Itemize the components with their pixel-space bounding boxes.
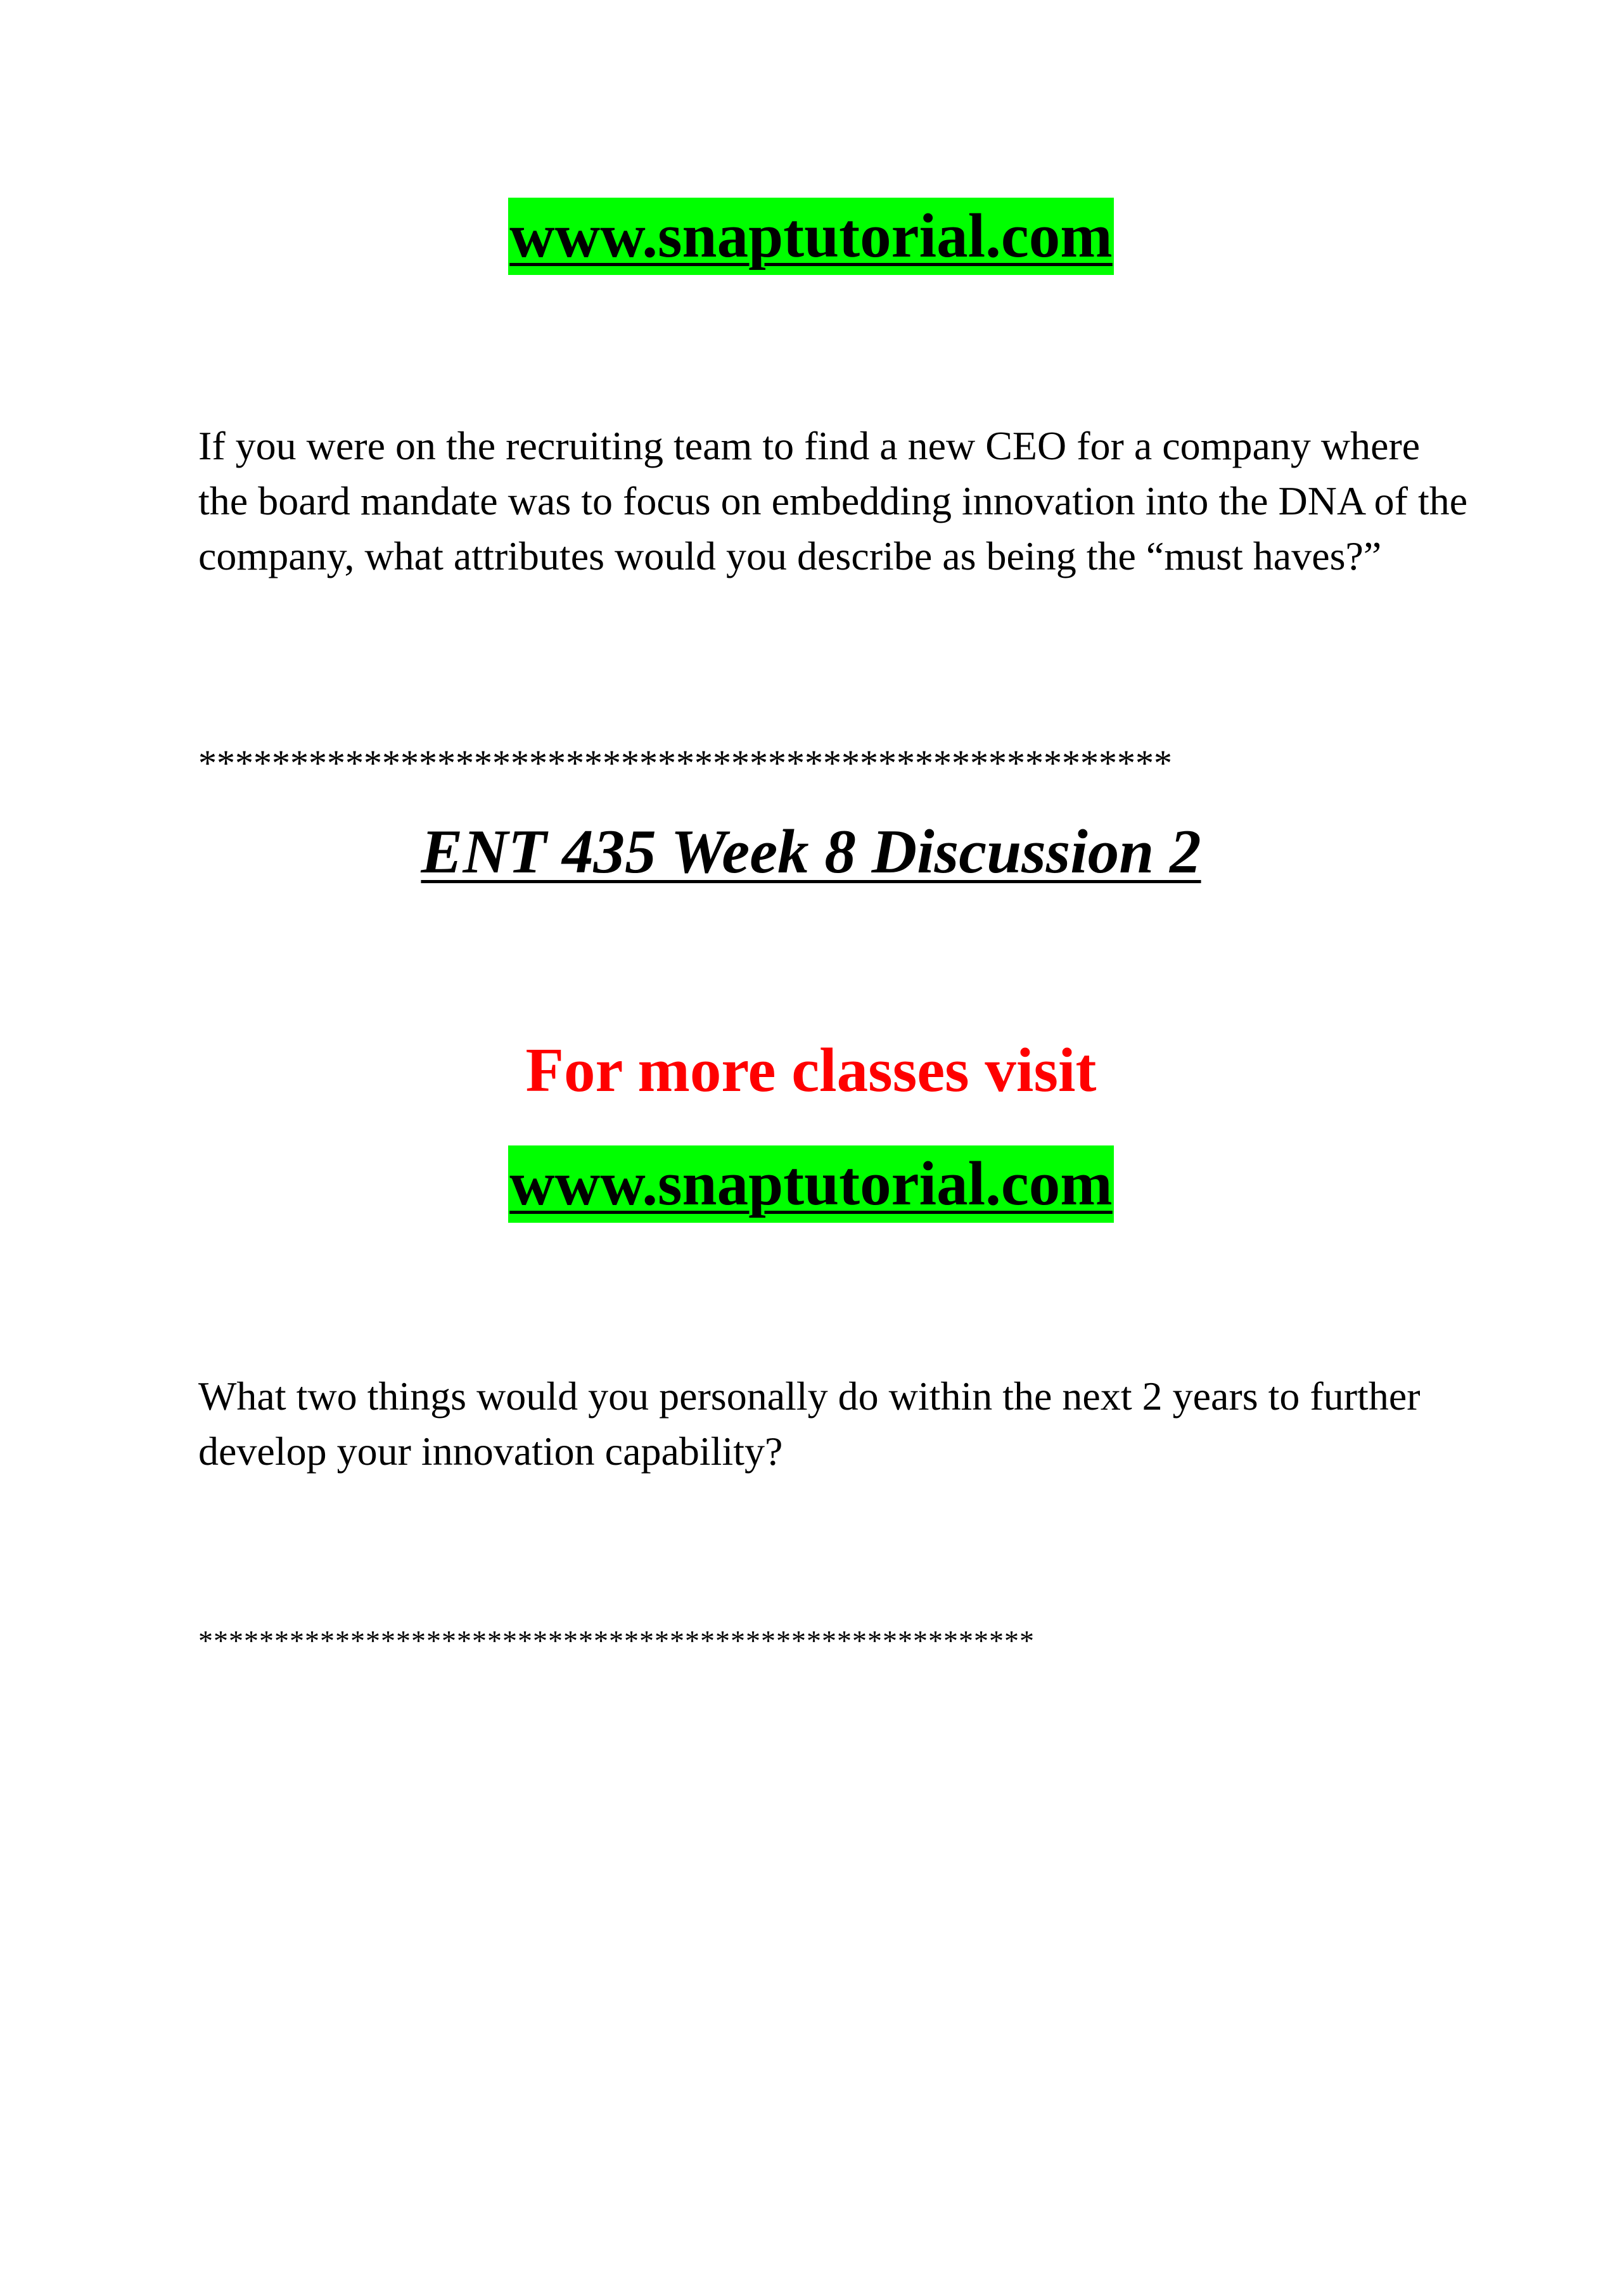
question-one-paragraph: If you were on the recruiting team to find a new CEO for a company where the board mandate was to focus on embedding innovation into the DNA of the company, what attributes would you describe as being the “must haves?” [198,423,1468,578]
section-title: ENT 435 Week 8 Discussion 2 [421,817,1201,886]
question-two-paragraph: What two things would you personally do within the next 2 years to further develop your innovation capability? [198,1374,1421,1474]
visit-line [0,1033,1622,1109]
second-url-line [0,1145,1622,1223]
separator-one: ***************************************************** [198,743,1172,784]
section-title-line [0,814,1622,890]
top-url-link[interactable]: www.snaptutorial.com [508,198,1114,275]
separator-two: ******************************************************* [198,1624,1035,1657]
top-url-line [0,198,1622,275]
visit-text: For more classes visit [525,1036,1097,1105]
second-url-link[interactable]: www.snaptutorial.com [508,1145,1114,1223]
